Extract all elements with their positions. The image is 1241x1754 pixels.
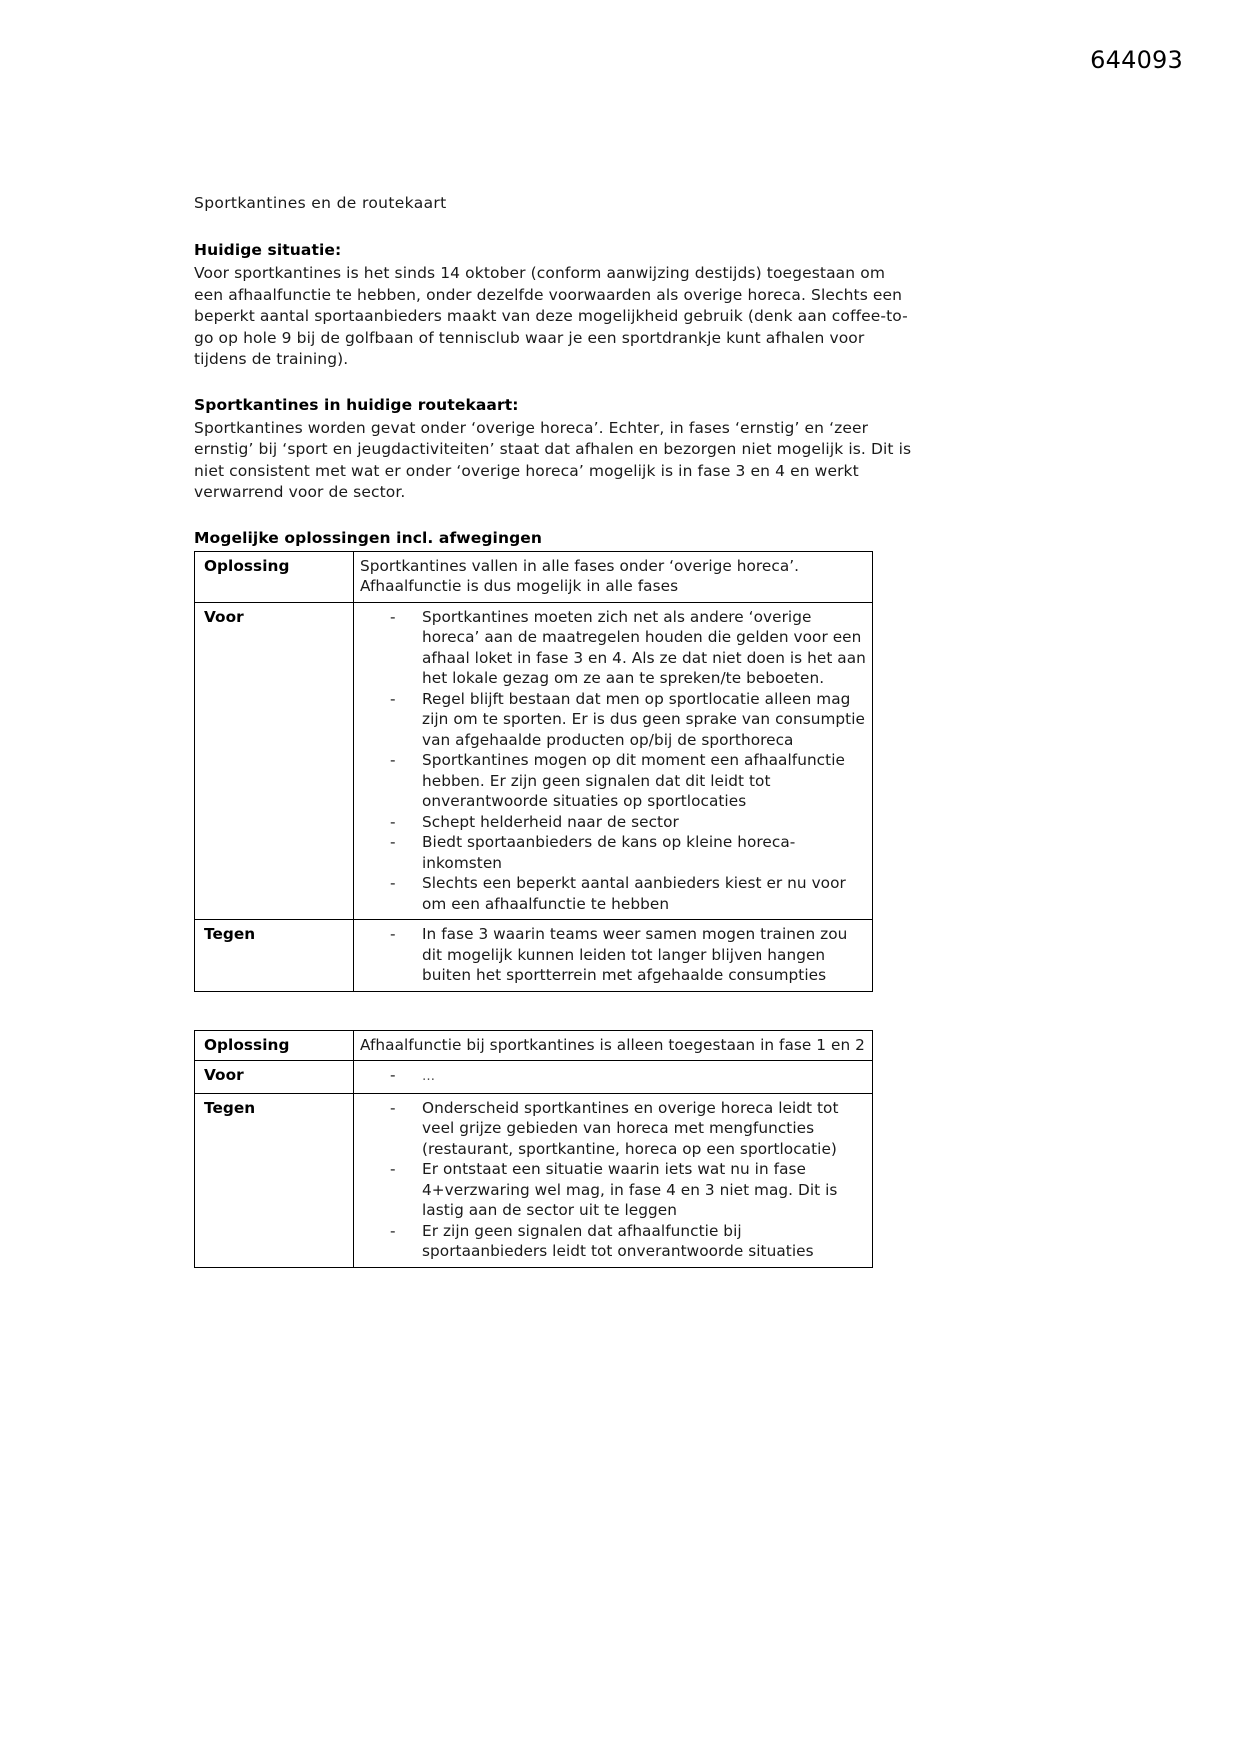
- row-label-voor: Voor: [195, 602, 354, 920]
- dash-bullet-icon: -: [390, 812, 396, 831]
- solution-table-2: [194, 1030, 873, 1268]
- list-item: [360, 812, 866, 833]
- list-item: [360, 750, 866, 812]
- dash-list: [360, 607, 866, 915]
- table-row: [195, 602, 873, 920]
- list-item-text: Slechts een beperkt aantal aanbieders kiest er nu voor om een afhaalfunctie te hebben: [422, 874, 846, 913]
- list-item-text: Er zijn geen signalen dat afhaalfunctie bij sportaanbieders leidt tot onverantwoorde situaties: [422, 1221, 814, 1260]
- row-value-oplossing: Afhaalfunctie bij sportkantines is alleen toegestaan in fase 1 en 2: [354, 1030, 873, 1061]
- list-item: [360, 1098, 866, 1160]
- dash-bullet-icon: -: [390, 1221, 396, 1240]
- dash-bullet-icon: -: [390, 1066, 396, 1084]
- list-item-text: In fase 3 waarin teams weer samen mogen trainen zou dit mogelijk kunnen leiden tot langer blijven hangen buiten het sportterrein met afgehaalde consumpties: [422, 925, 848, 984]
- document-body: [194, 192, 916, 1268]
- dash-list: [360, 924, 866, 986]
- row-label-oplossing: Oplossing: [195, 551, 354, 602]
- dash-bullet-icon: -: [390, 607, 396, 626]
- row-label-tegen: Tegen: [195, 1093, 354, 1267]
- list-item: [360, 689, 866, 751]
- row-label-voor: Voor: [195, 1061, 354, 1094]
- list-item-text: Er ontstaat een situatie waarin iets wat nu in fase 4+verzwaring wel mag, in fase 4 en 3 niet mag. Dit is lastig aan de sector uit te leggen: [422, 1160, 838, 1219]
- dash-list: [360, 1098, 866, 1262]
- table-spacer: [194, 992, 916, 1030]
- list-item-text: Sportkantines mogen op dit moment een afhaalfunctie hebben. Er zijn geen signalen dat dit leidt tot onverantwoorde situaties op sportlocaties: [422, 751, 845, 810]
- section-huidige-routekaart: [194, 395, 916, 504]
- section-paragraph: Voor sportkantines is het sinds 14 oktober (conform aanwijzing destijds) toegestaan om een afhaalfunctie te hebben, onder dezelfde voorwaarden als overige horeca. Slechts een beperkt aantal sportaanbieders maakt van deze mogelijkheid gebruik (denk aan coffee-to-go op hole 9 bij de golfbaan of tennisclub waar je een sportdrankje kunt afhalen voor tijdens de training).: [194, 264, 908, 368]
- row-label-oplossing: Oplossing: [195, 1030, 354, 1061]
- table-row: [195, 920, 873, 992]
- list-item: [360, 832, 866, 873]
- row-label-tegen: Tegen: [195, 920, 354, 992]
- list-item-text: Regel blijft bestaan dat men op sportlocatie alleen mag zijn om te sporten. Er is dus geen sprake van consumptie van afgehaalde producten op/bij de sporthoreca: [422, 689, 865, 749]
- section-paragraph: Sportkantines worden gevat onder ‘overige horeca’. Echter, in fases ‘ernstig’ en ‘zeer ernstig’ bij ‘sport en jeugdactiviteiten’ staat dat afhalen en bezorgen niet mogelijk is. Dit is niet consistent met wat er onder ‘overige horeca’ mogelijk is in fase 3 en 4 en werkt verwarrend voor de sector.: [194, 418, 912, 501]
- list-item-text: Schept helderheid naar de sector: [422, 812, 679, 831]
- list-item: [360, 1221, 866, 1262]
- list-item-text: Sportkantines moeten zich net als andere ‘overige horeca’ aan de maatregelen houden die gelden voor een afhaal loket in fase 3 en 4. Als ze dat niet doen is het aan het lokale gezag om ze aan te spreken/te beboeten.: [422, 607, 866, 687]
- list-item: [360, 1065, 866, 1088]
- row-value-oplossing: Sportkantines vallen in alle fases onder ‘overige horeca’. Afhaalfunctie is dus mogelijk in alle fases: [354, 551, 873, 602]
- list-item-text: Biedt sportaanbieders de kans op kleine horeca-inkomsten: [422, 833, 796, 872]
- dash-bullet-icon: -: [390, 1160, 396, 1178]
- table-row: [195, 551, 873, 602]
- document-title: Sportkantines en de routekaart: [194, 194, 447, 212]
- section-heading: Sportkantines in huidige routekaart:: [194, 395, 519, 414]
- dash-bullet-icon: -: [390, 689, 396, 708]
- list-item-text: Onderscheid sportkantines en overige horeca leidt tot veel grijze gebieden van horeca met mengfuncties (restaurant, sportkantine, horeca op een sportlocatie): [422, 1098, 839, 1158]
- tables-heading: Mogelijke oplossingen incl. afwegingen: [194, 528, 543, 547]
- section-huidige-situatie: [194, 240, 916, 371]
- page-number: 644093: [1090, 46, 1183, 74]
- section-heading: Huidige situatie:: [194, 241, 342, 259]
- table-row: [195, 1030, 873, 1061]
- row-value-voor: [354, 602, 873, 920]
- dash-bullet-icon: -: [390, 833, 396, 851]
- list-item: [360, 607, 866, 689]
- table-row: [195, 1093, 873, 1267]
- dash-list: [360, 1065, 866, 1088]
- dash-bullet-icon: -: [390, 1098, 396, 1117]
- list-item: [360, 873, 866, 914]
- row-value-tegen: [354, 1093, 873, 1267]
- list-item: [360, 1159, 866, 1221]
- row-value-voor: [354, 1061, 873, 1094]
- table-row: [195, 1061, 873, 1094]
- solution-table-1: [194, 551, 873, 992]
- row-value-tegen: [354, 920, 873, 992]
- list-item: [360, 924, 866, 986]
- dash-bullet-icon: -: [390, 874, 396, 892]
- dash-bullet-icon: -: [390, 925, 396, 943]
- dash-bullet-icon: -: [390, 751, 396, 769]
- list-item-text: …: [422, 1069, 436, 1084]
